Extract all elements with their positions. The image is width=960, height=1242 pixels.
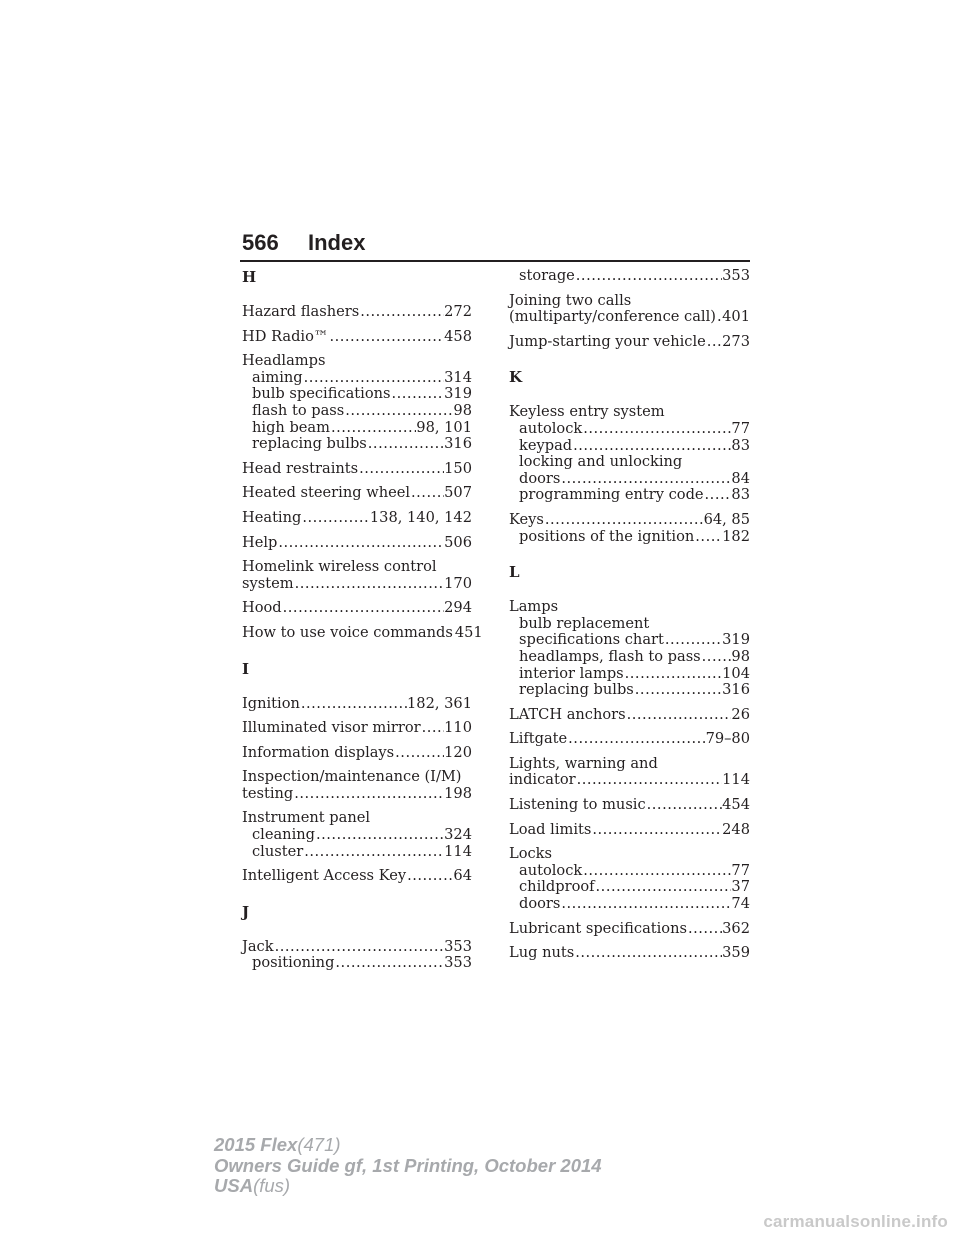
index-term-line	[509, 797, 750, 814]
index-subentry	[242, 436, 472, 453]
index-term: Lug nuts	[509, 944, 575, 962]
page-reference: 353	[722, 267, 750, 284]
index-term: system	[242, 574, 294, 592]
index-term: specifications chart	[519, 631, 664, 649]
index-term-line	[242, 696, 472, 713]
page-reference: 77	[731, 861, 750, 879]
print-footer	[214, 1135, 602, 1197]
page-reference: 273	[722, 332, 750, 350]
index-entry	[242, 600, 472, 617]
dot-leader	[277, 535, 444, 552]
index-entry	[509, 756, 750, 789]
index-entry	[509, 822, 750, 839]
index-term: locking and unlocking	[519, 453, 683, 471]
page-reference: 74	[731, 895, 750, 913]
index-subentry	[242, 386, 472, 403]
index-letter-heading: H	[242, 268, 257, 286]
index-term: cleaning	[252, 826, 315, 844]
page-reference: 319	[722, 631, 750, 649]
page-reference: 104	[722, 664, 750, 682]
dot-leader	[294, 576, 445, 593]
index-entry	[242, 939, 472, 972]
index-subentry	[242, 827, 472, 844]
index-term: bulb specifications	[252, 385, 391, 403]
index-term: positioning	[252, 954, 335, 972]
index-entry	[509, 293, 750, 326]
index-entry	[242, 623, 483, 642]
index-term: Homelink wireless control	[242, 558, 437, 576]
index-term-line	[242, 461, 472, 478]
index-entry	[509, 268, 750, 285]
index-term: Lubricant specifications	[509, 919, 687, 937]
page-reference: 110	[444, 719, 472, 737]
page-reference: 198	[444, 784, 472, 802]
index-term-line	[509, 731, 750, 748]
index-term: replacing bulbs	[252, 435, 367, 453]
index-term: autolock	[519, 419, 583, 437]
page-reference: 37	[731, 878, 750, 896]
index-subentry	[242, 370, 472, 387]
index-term: Locks	[509, 845, 552, 863]
index-term-line	[242, 485, 472, 502]
index-entry	[242, 720, 472, 737]
page-reference: 506	[444, 533, 472, 551]
dot-leader	[359, 304, 444, 321]
index-term: Jack	[242, 937, 274, 955]
index-term-line	[242, 745, 472, 762]
index-term-line	[509, 846, 750, 863]
index-entry	[242, 304, 472, 321]
index-term: testing	[242, 784, 294, 802]
index-entry	[509, 707, 750, 724]
index-term-line	[509, 921, 750, 938]
index-term: interior lamps	[519, 664, 624, 682]
index-entry	[509, 797, 750, 814]
index-term: Load limits	[509, 820, 592, 838]
page-reference: 316	[722, 681, 750, 699]
index-term-line	[509, 756, 750, 773]
page-reference: 182, 361	[407, 694, 472, 712]
page-reference: 294	[444, 599, 472, 617]
dot-leader	[694, 529, 722, 546]
footer-model: 2015 Flex	[214, 1134, 298, 1155]
dot-leader	[624, 666, 722, 683]
index-term-line	[242, 939, 472, 956]
index-term-line	[509, 772, 750, 789]
footer-line-2	[214, 1156, 602, 1177]
dot-leader	[575, 268, 722, 285]
index-term-line	[242, 576, 472, 593]
index-entry	[509, 945, 750, 962]
dot-leader	[572, 438, 731, 455]
dot-leader	[582, 421, 731, 438]
index-entry	[509, 846, 750, 912]
index-subentry	[509, 863, 750, 880]
index-term: Information displays	[242, 743, 395, 761]
dot-leader	[358, 461, 444, 478]
index-entry	[509, 334, 750, 351]
index-term: (multiparty/conference call)	[509, 308, 716, 326]
dot-leader	[367, 436, 444, 453]
index-column-left	[242, 268, 483, 980]
index-subentry	[509, 896, 750, 913]
dot-leader	[394, 745, 444, 762]
index-term: Keys	[509, 510, 544, 528]
index-term: Heating	[242, 508, 302, 526]
dot-leader	[421, 720, 445, 737]
page-header	[240, 230, 750, 262]
page-reference: 314	[444, 368, 472, 386]
index-term: Headlamps	[242, 352, 326, 370]
index-term-line	[242, 720, 472, 737]
page-reference: 458	[444, 327, 472, 345]
watermark: carmanualsonline.info	[763, 1212, 948, 1231]
index-entry	[242, 810, 472, 860]
index-term: Intelligent Access Key	[242, 867, 407, 885]
page-reference: 138, 140, 142	[369, 508, 472, 526]
page-reference: 114	[444, 842, 472, 860]
page-reference: 114	[722, 771, 750, 789]
page-reference: 64, 85	[703, 510, 750, 528]
index-term: Liftgate	[509, 730, 568, 748]
index-term: high beam	[252, 418, 330, 436]
dot-leader	[634, 682, 722, 699]
page-reference: 507	[444, 484, 472, 502]
dot-leader	[664, 632, 722, 649]
index-term: flash to pass	[252, 401, 345, 419]
index-entry	[509, 921, 750, 938]
dot-leader	[687, 921, 722, 938]
page-reference: 26	[731, 705, 750, 723]
index-subentry	[509, 616, 750, 633]
index-term: headlamps, flash to pass	[519, 647, 701, 665]
index-term: doors	[519, 895, 561, 913]
page-reference: 64	[453, 867, 472, 885]
index-term: Keyless entry system	[509, 403, 665, 421]
index-term: childproof	[519, 878, 595, 896]
index-entry	[242, 535, 472, 552]
index-column-right	[509, 268, 750, 970]
index-subentry	[509, 454, 750, 471]
dot-leader	[626, 707, 732, 724]
dot-leader	[391, 386, 445, 403]
dot-leader	[330, 420, 416, 437]
footer-market: USA	[214, 1175, 254, 1196]
footer-market-code: (fus)	[253, 1175, 291, 1196]
index-subentry	[242, 420, 472, 437]
page-reference: 98	[453, 401, 472, 419]
index-term-line	[509, 707, 750, 724]
page-reference: 362	[722, 919, 750, 937]
dot-leader	[646, 797, 722, 814]
index-term: cluster	[252, 842, 304, 860]
dot-leader	[282, 600, 444, 617]
index-term-line	[242, 623, 483, 642]
index-term-line	[242, 304, 472, 321]
dot-leader	[567, 731, 705, 748]
index-entry	[242, 329, 472, 346]
page-reference: 319	[444, 385, 472, 403]
index-term: doors	[519, 469, 561, 487]
page-number: 566	[242, 230, 279, 255]
page-reference: 98, 101	[416, 418, 472, 436]
index-term-line	[509, 512, 750, 529]
index-entry	[242, 485, 472, 502]
index-term: LATCH anchors	[509, 705, 626, 723]
dot-leader	[544, 512, 704, 529]
page-reference: 84	[731, 469, 750, 487]
index-term-line	[509, 404, 750, 421]
index-term: Lamps	[509, 598, 559, 616]
index-term-line	[242, 559, 472, 576]
index-subentry	[242, 403, 472, 420]
index-subentry	[509, 471, 750, 488]
index-term: Listening to music	[509, 796, 646, 814]
index-term: programming entry code	[519, 486, 704, 504]
page-reference: 324	[444, 826, 472, 844]
header-rule	[240, 260, 750, 262]
page-reference: 353	[444, 937, 472, 955]
index-entry	[242, 745, 472, 762]
index-subentry	[509, 666, 750, 683]
index-entry	[509, 599, 750, 699]
dot-leader	[560, 471, 731, 488]
dot-leader	[576, 772, 723, 789]
index-term: Inspection/maintenance (I/M)	[242, 768, 462, 786]
page-reference: 182	[722, 527, 750, 545]
index-term: indicator	[509, 771, 576, 789]
index-term: keypad	[519, 436, 573, 454]
index-entry	[509, 404, 750, 504]
footer-model-code: (471)	[297, 1134, 341, 1155]
index-letter-heading: L	[509, 563, 520, 582]
index-term-line	[242, 535, 472, 552]
index-term-line	[509, 334, 750, 351]
page-reference: 401	[722, 308, 750, 326]
dot-leader	[315, 827, 444, 844]
index-subentry	[509, 421, 750, 438]
index-term: aiming	[252, 368, 303, 386]
dot-leader	[293, 786, 444, 803]
index-entry	[242, 353, 472, 453]
index-entry	[242, 510, 472, 527]
index-term: Ignition	[242, 694, 300, 712]
footer-printing: Owners Guide gf, 1st Printing, October 2014	[214, 1154, 602, 1176]
dot-leader	[560, 896, 731, 913]
dot-leader	[301, 510, 370, 527]
index-subentry	[509, 682, 750, 699]
index-entry	[242, 559, 472, 592]
page-reference: 79–80	[705, 730, 750, 748]
dot-leader	[303, 844, 444, 861]
index-subentry	[509, 879, 750, 896]
page-reference: 83	[731, 436, 750, 454]
index-subentry	[509, 438, 750, 455]
page-reference: 353	[444, 954, 472, 972]
page-reference: 454	[722, 796, 750, 814]
index-subentry	[509, 268, 750, 285]
index-subentry	[509, 649, 750, 666]
index-term: Head restraints	[242, 459, 359, 477]
index-subentry	[509, 487, 750, 504]
index-term-line	[242, 600, 472, 617]
dot-leader	[328, 329, 444, 346]
dot-leader	[334, 955, 444, 972]
index-term: autolock	[519, 861, 583, 879]
index-term: Illuminated visor mirror	[242, 719, 421, 737]
page-reference: 120	[444, 743, 472, 761]
index-term: Hood	[242, 599, 282, 617]
index-term: Jump-starting your vehicle	[509, 332, 706, 350]
index-term-line	[242, 786, 472, 803]
index-term: Lights, warning and	[509, 754, 658, 772]
page-reference: 83	[731, 486, 750, 504]
index-term-line	[242, 353, 472, 370]
dot-leader	[300, 696, 407, 713]
index-term-line	[242, 769, 472, 786]
index-entry	[509, 512, 750, 545]
index-subentry	[509, 632, 750, 649]
dot-leader	[582, 863, 731, 880]
dot-leader	[704, 487, 732, 504]
page-reference: 98	[731, 647, 750, 665]
index-term: storage	[519, 267, 575, 284]
dot-leader	[574, 945, 722, 962]
index-term-line	[242, 810, 472, 827]
dot-leader	[303, 370, 445, 387]
index-term-line	[509, 822, 750, 839]
dot-leader	[706, 334, 722, 351]
dot-leader	[406, 868, 453, 885]
dot-leader	[701, 649, 732, 666]
index-term-line	[242, 868, 472, 885]
dot-leader	[595, 879, 732, 896]
index-entry	[242, 696, 472, 713]
index-entry	[242, 769, 472, 802]
index-term: Joining two calls	[509, 291, 632, 309]
index-term: Help	[242, 533, 278, 551]
index-term: bulb replacement	[519, 614, 650, 632]
dot-leader	[274, 939, 445, 956]
index-term: Hazard flashers	[242, 303, 360, 320]
page-reference: 77	[731, 419, 750, 437]
index-term-line	[242, 329, 472, 346]
index-letter-heading: K	[509, 368, 523, 387]
page-reference: 248	[722, 820, 750, 838]
dot-leader	[410, 485, 444, 502]
index-term: positions of the ignition	[519, 527, 695, 545]
index-subentry	[242, 844, 472, 861]
index-entry	[509, 731, 750, 748]
index-term-line	[509, 293, 750, 310]
index-term: How to use voice commands	[242, 623, 453, 641]
index-term-line	[242, 510, 472, 527]
dot-leader	[344, 403, 453, 420]
index-term: replacing bulbs	[519, 681, 634, 699]
index-term: Heated steering wheel	[242, 484, 411, 502]
index-term: Instrument panel	[242, 809, 371, 827]
page-reference: 451	[454, 623, 483, 641]
page-reference: 359	[722, 944, 750, 962]
page-title: Index	[308, 230, 366, 255]
index-term-line	[509, 599, 750, 616]
index-subentry	[242, 955, 472, 972]
footer-line-3	[214, 1176, 602, 1197]
index-entry	[242, 868, 472, 885]
dot-leader	[591, 822, 722, 839]
index-subentry	[509, 529, 750, 546]
index-term: HD Radio™	[242, 327, 329, 345]
page-reference: 170	[444, 574, 472, 592]
page-reference: 316	[444, 435, 472, 453]
index-letter-heading: I	[242, 659, 250, 678]
footer-line-1	[214, 1135, 602, 1156]
index-term-line	[509, 945, 750, 962]
index-letter-heading: J	[242, 902, 250, 921]
page-reference: 150	[444, 459, 472, 477]
page-reference: 272	[444, 303, 472, 320]
index-term-line	[509, 309, 750, 326]
index-entry	[242, 461, 472, 478]
